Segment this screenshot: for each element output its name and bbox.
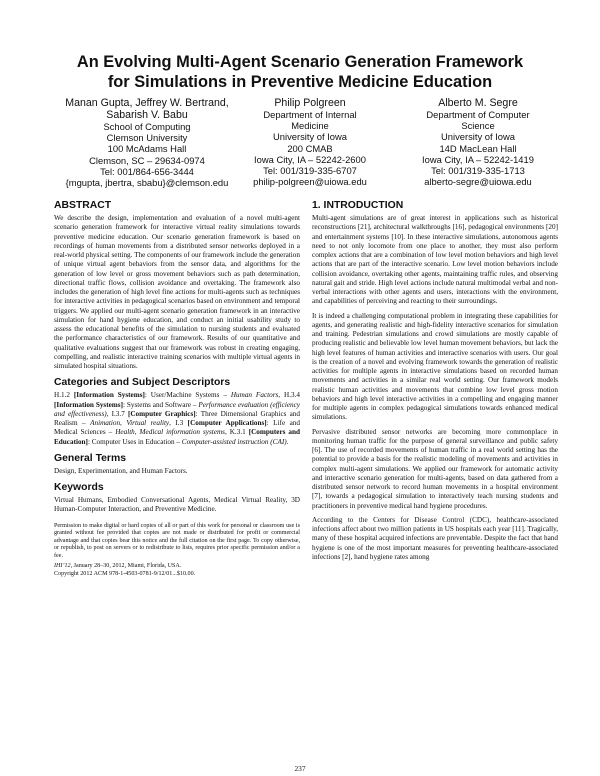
- author-email: philip-polgreen@uiowa.edu: [253, 176, 367, 188]
- intro-paragraph-2: It is indeed a challenging computational problem in integrating these capabilities for agents, and generating realistic and high-fidelity interactive scenarios for simulation and training. Pedestrian simulations and crowd simulations are mostly capable of producing realistic and believable low level human movement behaviors, but lack the high level features of human activities and interactive scenarios with users. Our goal is the creation of a novel and evolving framework towards the generation of realistic activities for multiple agents in interactive simulations based on recorded human movements and activities in a similar real world setting. Our framework models realistic human activities and movements that combine low level gross motion behaviors and high level interactive activities in a compelling and engaging manner for multiple agents in complex pedagogical simulations towards enhanced medical simulations.: [312, 311, 558, 422]
- paper-title: [30, 52, 570, 92]
- general-terms-heading: General Terms: [54, 452, 126, 464]
- abstract-text: We describe the design, implementation and evaluation of a novel multi-agent scenario generation framework for interactive virtual reality simulations towards preventive medicine education. Our scenario generation framework is based on recordings of human movements from a distributed sensor networks deployed in a real-world physical setting. The components of our framework include the generation of unique virtual agent behaviors from the sensor data, and algorithms for the generation of low level or gross movement behaviors such as path determination, directional traffic flows, collision avoidance and overtaking. The framework also includes the generation of high level fine actions for multi-agents such as techniques for interactive activities in pedagogical scenarios based on environment and temporal triggers. We applied our multi-agent scenario generation framework in an interactive simulation for hand hygiene education, and conduct an initial usability study to assess the educational benefits of the simulation to nursing students and evaluated the performance characteristics of our framework. Results of our quantitative and qualitative evaluations suggest that our framework was robust in creating engaging, compelling, and realistic interactive training scenarios with multiple virtual agents in simulated hospital situations.: [54, 214, 300, 370]
- categories-heading: Categories and Subject Descriptors: [54, 377, 231, 389]
- author-block-clemson: [36, 97, 258, 188]
- general-terms-text: Design, Experimentation, and Human Factors.: [54, 466, 188, 475]
- author-org: University of Iowa: [441, 131, 515, 143]
- author-tel: Tel: 001/319-335-1713: [431, 165, 525, 177]
- author-city: Iowa City, IA – 52242-1419: [422, 153, 534, 165]
- author-names-cont: Sabarish V. Babu: [106, 109, 188, 121]
- author-city: Clemson, SC – 29634-0974: [89, 154, 205, 166]
- left-column: [54, 200, 300, 579]
- author-address: 100 McAdams Hall: [107, 143, 187, 155]
- keywords-text: Virtual Humans, Embodied Conversational Agents, Medical Virtual Reality, 3D Human-Computer Interaction, and Preventive Medicine.: [54, 496, 300, 514]
- intro-paragraph-3: Pervasive distributed sensor networks are becoming more commonplace in monitoring human traffic for the purpose of general surveillance and public safety [6]. The use of recorded movements of human traffic in a real world setting has the potential to provide a basis for the realistic modeling of movements and activities in complex multi-agent simulations. We applied our framework for automatic activity and interactive scenario generation for multi-agents, based on data gathered from a distributed sensor network to record human movements in a hospital environment [7], towards a pedagogical simulation to interactively teach nursing students and practitioners in preventive medical hand hygiene procedures.: [312, 427, 558, 510]
- title-line-2: for Simulations in Preventive Medicine Education: [107, 73, 493, 91]
- author-org: Clemson University: [106, 132, 188, 144]
- author-email: alberto-segre@uiowa.edu: [424, 176, 532, 188]
- author-block-segre: [388, 97, 568, 187]
- author-names: Alberto M. Segre: [438, 97, 518, 109]
- page-number: 237: [294, 764, 306, 773]
- abstract-heading: ABSTRACT: [54, 200, 112, 211]
- author-email: {mgupta, jbertra, sbabu}@clemson.edu: [65, 177, 229, 189]
- author-dept: Department of Computer: [426, 109, 530, 120]
- intro-paragraph-4: According to the Centers for Disease Control (CDC), healthcare-associated infections affect about two million patients in US hospitals each year [11]. Tragically, many of these hospital acquired infections are preventable. Despite the fact that hand hygiene is one of the most important measures for preventing healthcare-associated infections [2], hand hygiene rates among: [312, 515, 558, 561]
- author-block-polgreen: [246, 97, 374, 187]
- author-tel: Tel: 001/319-335-6707: [263, 165, 357, 177]
- author-address: 200 CMAB: [287, 142, 333, 154]
- author-dept: Department of Internal Medicine: [263, 109, 357, 132]
- author-names: Manan Gupta, Jeffrey W. Bertrand,: [65, 97, 229, 109]
- permission-text: Permission to make digital or hard copies of all or part of this work for personal or classroom use is granted without fee provided that copies are not made or distributed for profit or commercial advantage and that copies bear this notice and the full citation on the first page. To copy otherwise, or republish, to post on servers or to redistribute to lists, requires prior specific permission and/or a fee.: [54, 522, 300, 559]
- permission-notice: [54, 523, 300, 579]
- author-tel: Tel: 001/864-656-3444: [100, 165, 194, 177]
- conference-line: IHI’12, January 28–30, 2012, Miami, Florida, USA.: [54, 563, 182, 570]
- author-city: Iowa City, IA – 52242-2600: [254, 153, 366, 165]
- intro-paragraph-1: Multi-agent simulations are of great interest in applications such as historical reconstructions [21], architectural walkthroughs [16], pedagogical environments [20] and entertainment systems [10]. In these interactive simulations, autonomous agents need to not only locomote from one place to another, they must also perform complex actions that are a combination of low level motion behaviors and high level actions that are part of the interactive scenario. Low level motion behaviors include collision avoidance, overtaking other agents, maintaining traffic rules, and observing natural gait and stride. High level actions include natural multimodal verbal and non-verbal interactions with other agents and users, interactions with the environment, and capabilities of perceiving and reacting to their surroundings.: [312, 214, 558, 306]
- author-address: 14D MacLean Hall: [439, 142, 517, 154]
- author-names: Philip Polgreen: [274, 97, 346, 109]
- author-dept-cont: Science: [461, 120, 495, 132]
- introduction-heading: 1. INTRODUCTION: [312, 200, 404, 211]
- right-column: [312, 200, 558, 562]
- categories-text: H.1.2 [Information Systems]: User/Machine Systems – Human Factors, H.3.4 [Information Systems]: Systems and Software – Performance evaluation (efficiency and effectiveness), I.3.7 [Computer Graphics]: Three Dimensional Graphics and Realism – Animation, Virtual reality, I.3 [Computer Applications]: Life and Medical Sciences – Health, Medical information systems, K.3.1 [Computers and Education]: Computer Uses in Education – Computer-assisted instruction (CAI).: [54, 391, 300, 446]
- copyright-line: Copyright 2012 ACM 978-1-4503-0781-9/12/01...$10.00.: [54, 571, 196, 578]
- keywords-heading: Keywords: [54, 482, 104, 493]
- author-org: University of Iowa: [273, 131, 347, 143]
- author-dept: School of Computing: [103, 121, 191, 132]
- title-line-1: An Evolving Multi-Agent Scenario Generation Framework: [76, 53, 524, 71]
